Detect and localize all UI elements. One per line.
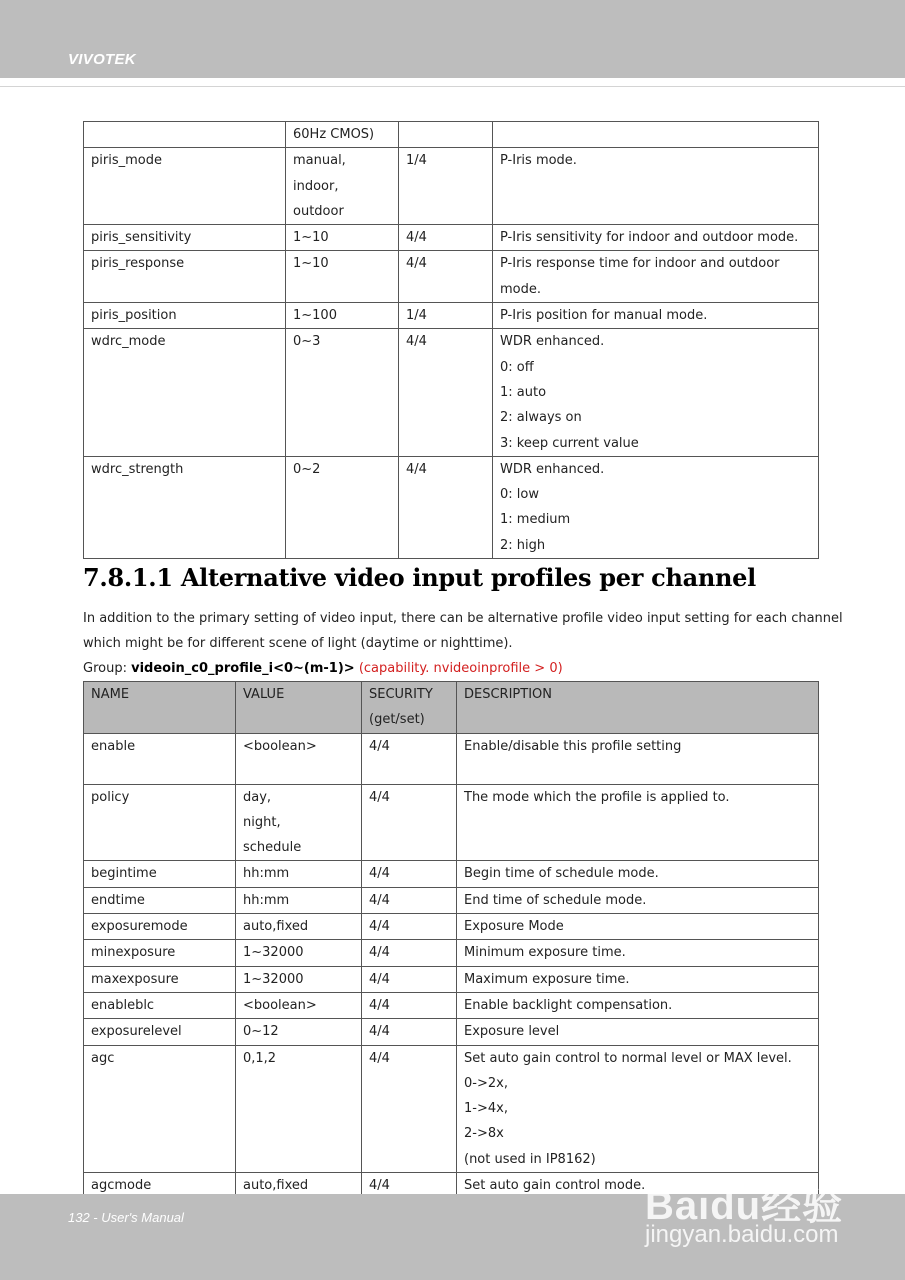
description-line: WDR enhanced. [500,334,605,350]
header-security-line: SECURITY [369,687,433,702]
table-row [84,914,819,940]
value-line: 1~10 [293,256,329,272]
description-line: End time of schedule mode. [464,892,647,908]
header-security [362,682,457,734]
description-line: 2->8x [464,1126,504,1142]
description-line: 0->2x, [464,1075,508,1091]
param-security: 4/4 [362,887,457,913]
description-line: Set auto gain control to normal level or MAX level. [464,1050,792,1066]
param-value [286,303,399,329]
param-name: agcmode [84,1173,236,1199]
param-value [286,456,399,558]
value-line: 0~3 [293,334,321,350]
table-row [84,251,819,303]
header-description: DESCRIPTION [457,682,819,734]
header-security-line: (get/set) [369,712,425,728]
description-line: Exposure level [464,1024,560,1040]
param-description [493,329,819,456]
param-value [286,251,399,303]
param-name: enableblc [84,992,236,1018]
param-description [457,733,819,784]
param-description [457,861,819,887]
page-footer [0,1194,905,1280]
description-line: mode. [500,281,541,297]
table-row [84,1019,819,1045]
param-security: 4/4 [362,1173,457,1199]
table-row [84,303,819,329]
param-name: piris_position [84,303,286,329]
param-name: piris_sensitivity [84,225,286,251]
section-intro-paragraph: In addition to the primary setting of video input, there can be alternative profile video input setting for each channel which might be for different scene of light (daytime or nighttime). [83,611,843,651]
header-value: VALUE [236,682,362,734]
value-line: <boolean> [243,997,317,1013]
param-name: maxexposure [84,966,236,992]
table-row [84,122,819,148]
value-line: auto,fixed [243,1178,309,1194]
param-description [493,303,819,329]
value-line: day, [243,789,272,805]
description-line: P-Iris position for manual mode. [500,308,708,324]
table-row [84,784,819,861]
section-heading: 7.8.1.1 Alternative video input profiles per channel [83,563,756,592]
description-line: Set auto gain control mode. [464,1178,646,1194]
description-line: 2: always on [500,410,582,426]
description-line: 1: medium [500,512,571,528]
description-line: 2: high [500,537,546,553]
param-name: exposuremode [84,914,236,940]
param-name: piris_mode [84,148,286,225]
watermark-brand: Baidu经验 [645,1184,844,1228]
description-line: Enable backlight compensation. [464,997,673,1013]
param-name: begintime [84,861,236,887]
param-value [236,1019,362,1045]
table-row [84,887,819,913]
param-value [236,992,362,1018]
value-line: schedule [243,840,302,856]
param-value [236,914,362,940]
description-line: 3: keep current value [500,435,639,451]
group-capability: (capability. nvideoinprofile > 0) [358,661,563,676]
table-row [84,225,819,251]
table-row [84,733,819,784]
param-name [84,122,286,148]
description-line: 1->4x, [464,1101,508,1117]
param-description [457,966,819,992]
param-description [457,914,819,940]
param-name: piris_response [84,251,286,303]
param-description [457,992,819,1018]
param-security: 4/4 [399,225,493,251]
description-line: Begin time of schedule mode. [464,866,659,882]
param-security: 4/4 [399,251,493,303]
table-row [84,966,819,992]
value-line: hh:mm [243,892,290,908]
value-line: 1~100 [293,308,337,324]
table-row [84,940,819,966]
table-row [84,992,819,1018]
param-value [236,784,362,861]
description-line: WDR enhanced. [500,461,605,477]
table-row [84,148,819,225]
param-security: 4/4 [362,940,457,966]
param-value [236,966,362,992]
param-description [493,251,819,303]
param-security: 4/4 [362,861,457,887]
value-line: auto,fixed [243,919,309,935]
param-description [457,784,819,861]
value-line: 0,1,2 [243,1050,277,1066]
value-line: outdoor [293,203,344,219]
param-description [457,887,819,913]
profile-parameter-table [83,681,819,1199]
param-security: 4/4 [362,1019,457,1045]
param-description [457,1045,819,1172]
table-row [84,329,819,456]
param-name: endtime [84,887,236,913]
description-line: 1: auto [500,384,547,400]
value-line: night, [243,814,281,830]
group-line [83,656,563,681]
param-security: 4/4 [362,733,457,784]
param-description [457,940,819,966]
param-value [236,733,362,784]
value-line: 0~2 [293,461,321,477]
param-security [399,122,493,148]
value-line: 1~32000 [243,945,304,961]
description-line: Enable/disable this profile setting [464,738,682,754]
param-security: 4/4 [362,914,457,940]
description-line: 0: off [500,359,534,375]
description-line: Minimum exposure time. [464,945,626,961]
param-security: 4/4 [362,966,457,992]
param-security: 4/4 [362,1045,457,1172]
param-description [493,225,819,251]
value-line: hh:mm [243,866,290,882]
table-header-row [84,682,819,734]
brand-logo-text: VIVOTEK [68,51,136,68]
value-line: 0~12 [243,1024,279,1040]
group-name: videoin_c0_profile_i<0~(m-1)> [131,661,355,676]
param-value [286,225,399,251]
param-value [286,329,399,456]
page-header [0,0,905,78]
param-name: agc [84,1045,236,1172]
description-line: (not used in IP8162) [464,1151,596,1167]
header-name: NAME [84,682,236,734]
value-line: 60Hz CMOS) [293,127,375,142]
param-value [236,1045,362,1172]
table-row [84,456,819,558]
param-security: 1/4 [399,303,493,329]
param-value [286,148,399,225]
header-divider [0,86,905,87]
param-value [236,887,362,913]
page-number: 132 - User's Manual [68,1210,184,1225]
value-line: 1~32000 [243,971,304,987]
description-line: P-Iris response time for indoor and outdoor [500,256,780,272]
param-security: 4/4 [399,456,493,558]
param-value [236,861,362,887]
description-line: P-Iris sensitivity for indoor and outdoor mode. [500,230,799,246]
param-security: 4/4 [362,992,457,1018]
param-name: exposurelevel [84,1019,236,1045]
param-name: wdrc_strength [84,456,286,558]
param-name: wdrc_mode [84,329,286,456]
value-line: 1~10 [293,230,329,246]
param-value [286,122,399,148]
param-description [493,148,819,225]
value-line: <boolean> [243,738,317,754]
param-name: policy [84,784,236,861]
param-description [493,122,819,148]
param-value [236,940,362,966]
param-security: 4/4 [362,784,457,861]
group-label: Group: [83,661,127,676]
param-name: minexposure [84,940,236,966]
param-description [493,456,819,558]
description-line: Maximum exposure time. [464,971,630,987]
description-line: The mode which the profile is applied to. [464,789,730,805]
watermark-url: jingyan.baidu.com [645,1221,839,1248]
description-line: P-Iris mode. [500,153,577,169]
param-description [457,1019,819,1045]
description-line: Exposure Mode [464,919,564,935]
table-row [84,861,819,887]
param-name: enable [84,733,236,784]
table-row [84,1045,819,1172]
parameter-table-continued [83,121,819,559]
value-line: manual, indoor, [293,153,346,194]
param-security: 1/4 [399,148,493,225]
param-security: 4/4 [399,329,493,456]
description-line: 0: low [500,487,539,503]
